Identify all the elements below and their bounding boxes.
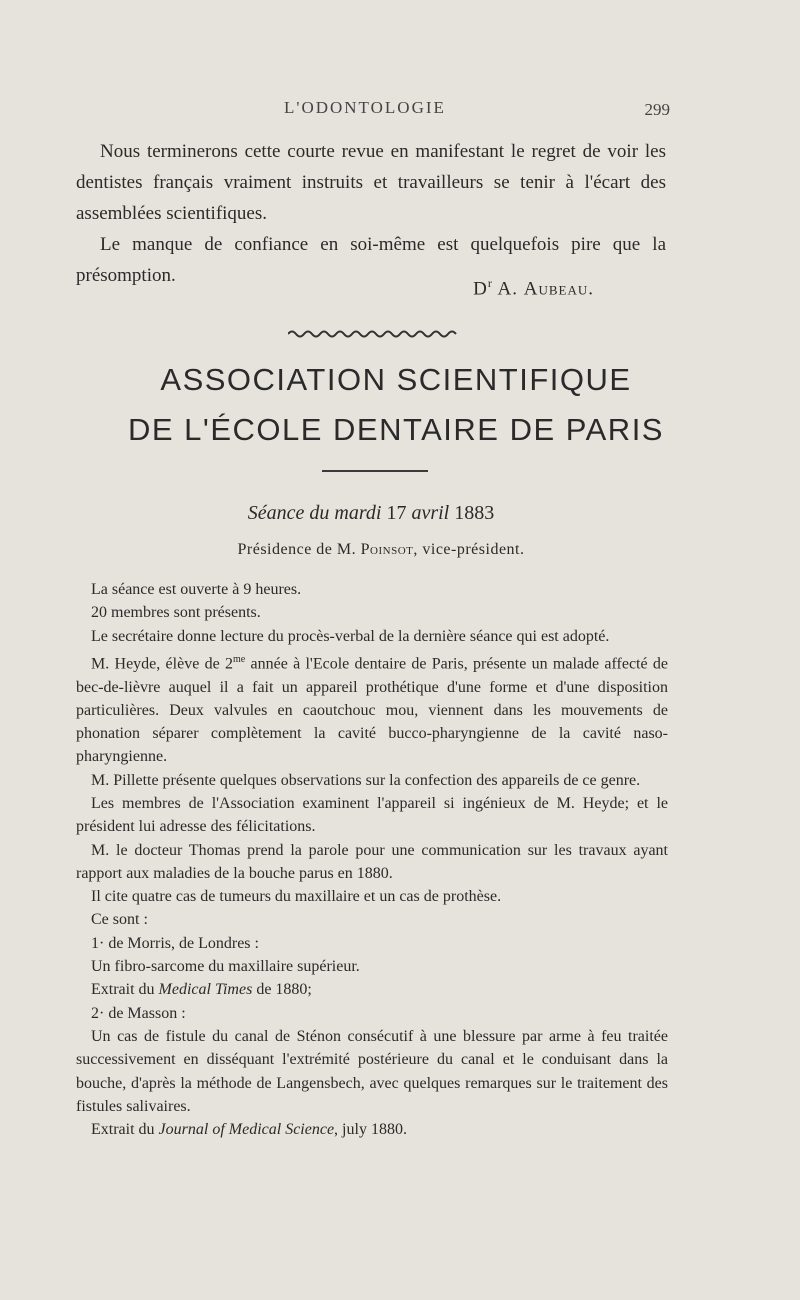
minutes-paragraph-extract-2 xyxy=(76,1118,668,1141)
minutes-paragraph: Un cas de fistule du canal de Sténon consécutif à une blessure par arme à feu traitée successivement en disséquant l'extrémité postérieure du canal et le conduisant dans la bouche, d'après la méthode de Langensbech, avec quelques remarques sur le traitement des fistules salivaires. xyxy=(76,1027,668,1115)
heyde-text-after: année à l'Ecole dentaire de Paris, présente un malade affecté de bec-de-lièvre auquel il a fait un appareil prothétique d'une forme et d'une disposition particulières. Deux valvules en caoutchouc mou, viennent dans les mouvements de phonation séparer complètement la cavité bucco-pharyngienne de la cavité naso-pharyngienne. xyxy=(76,655,668,766)
minutes-paragraph: Il cite quatre cas de tumeurs du maxillaire et un cas de prothèse. xyxy=(91,888,502,906)
heyde-ordinal: me xyxy=(233,653,246,665)
presidence-after: , vice-président. xyxy=(413,541,525,558)
minutes-paragraph-heyde xyxy=(76,648,668,769)
session-day: 17 xyxy=(386,502,407,524)
heyde-text-before: M. Heyde, élève de 2 xyxy=(91,655,233,673)
presidence-before: Présidence de M. xyxy=(237,541,361,558)
signature-sup: r xyxy=(487,276,493,290)
minutes-paragraph: Un fibro-sarcome du maxillaire supérieur. xyxy=(91,958,360,976)
ornament-divider xyxy=(288,328,458,340)
section-heading-line-1: ASSOCIATION SCIENTIFIQUE xyxy=(160,362,632,397)
minutes-paragraph: M. le docteur Thomas prend la parole pour une communication sur les travaux ayant rapport aux maladies de la bouche parus en 1880. xyxy=(76,841,668,882)
extract-1-after: de 1880; xyxy=(252,981,312,999)
minutes-paragraph: 1· de Morris, de Londres : xyxy=(91,934,259,952)
presidence-name: Poinsot xyxy=(360,541,414,558)
intro-paragraph-1: Nous terminerons cette courte revue en manifestant le regret de voir les dentistes français vraiment instruits et travailleurs se tenir à l'écart des assemblées scientifiques. xyxy=(76,141,666,224)
extract-1-before: Extrait du xyxy=(91,981,159,999)
minutes-paragraph: 20 membres sont présents. xyxy=(91,604,261,622)
section-heading-line-2: DE L'ÉCOLE DENTAIRE DE PARIS xyxy=(127,412,664,447)
extract-1-source: Medical Times xyxy=(158,981,253,999)
presidence-line xyxy=(76,541,686,559)
minutes-paragraph: 2· de Masson : xyxy=(91,1004,186,1022)
minutes-paragraph: Les membres de l'Association examinent l'appareil si ingénieux de M. Heyde; et le président lui adresse des félicitations. xyxy=(76,795,668,836)
minutes-paragraph: M. Pillette présente quelques observations sur la confection des appareils de ce genre. xyxy=(91,771,641,789)
session-label: Séance du mardi xyxy=(247,502,382,524)
session-date xyxy=(76,502,666,525)
minutes-paragraph: Le secrétaire donne lecture du procès-verbal de la dernière séance qui est adopté. xyxy=(91,627,610,645)
signature-surname: Aubeau. xyxy=(523,278,594,300)
intro-paragraph-2: Le manque de confiance en soi-même est quelquefois pire que la présomption. xyxy=(76,234,666,286)
extract-2-after: , july 1880. xyxy=(334,1121,407,1139)
heading-rule xyxy=(322,470,428,472)
minutes-section xyxy=(76,578,668,1141)
extract-2-before: Extrait du xyxy=(91,1121,159,1139)
extract-2-source: Journal of Medical Science xyxy=(158,1121,335,1139)
minutes-paragraph: Ce sont : xyxy=(91,911,148,929)
signature-initial: A. xyxy=(492,278,524,300)
minutes-paragraph-extract-1 xyxy=(76,978,668,1001)
signature-prefix: D xyxy=(473,278,488,300)
session-year: 1883 xyxy=(454,502,495,524)
session-month: avril xyxy=(411,502,450,524)
intro-section xyxy=(76,136,666,291)
running-header xyxy=(76,98,670,122)
running-title: L'ODONTOLOGIE xyxy=(284,98,446,117)
page-number: 299 xyxy=(644,100,670,119)
minutes-paragraph: La séance est ouverte à 9 heures. xyxy=(91,581,302,598)
author-signature xyxy=(473,276,594,300)
